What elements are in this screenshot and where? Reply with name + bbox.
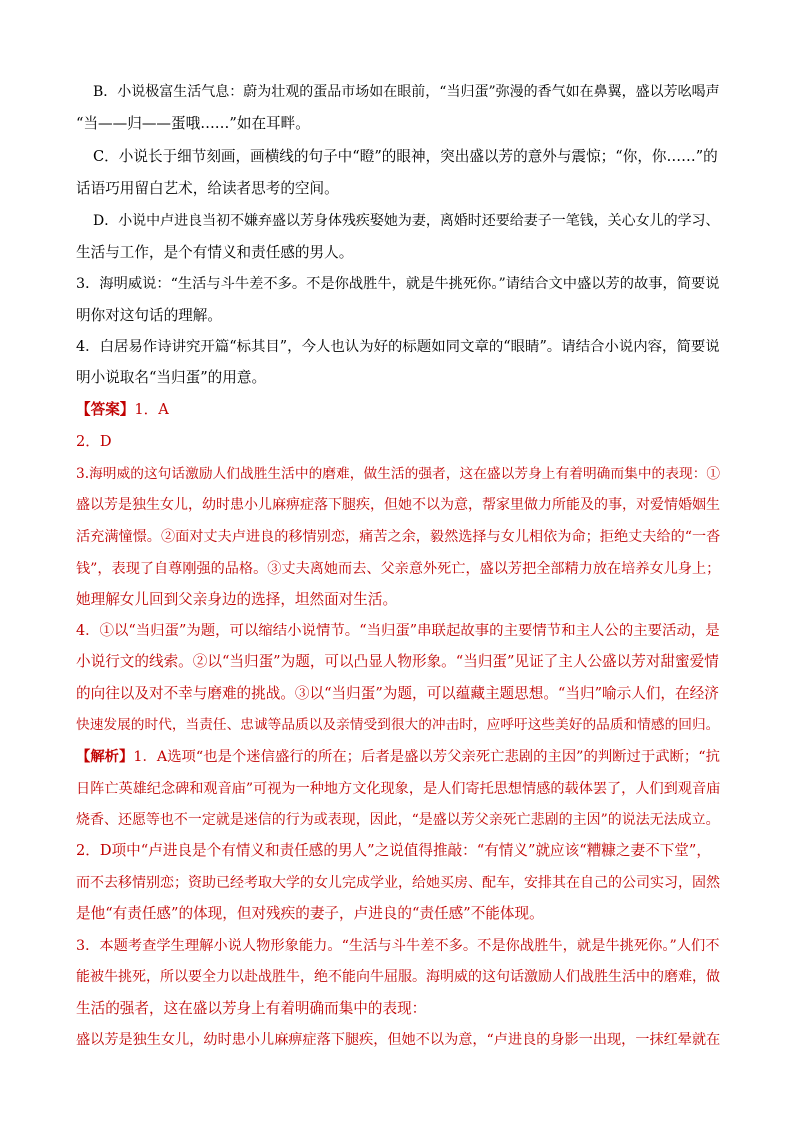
analysis-3-line-4: 盛以芳是独生女儿，幼时患小儿麻痹症落下腿疾，但她不以为意，“卢进良的身影一出现，一抹红晕就在 [76,1032,721,1048]
analysis-1-line-2: 日阵亡英雄纪念碑和观音庙”可视为一种地方文化现象，是人们寄托思想情感的载体罢了，人们到观音庙 [76,781,721,797]
answer-1: 1．A [134,401,169,418]
option-d-line-1: D．小说中卢进良当初不嫌弃盛以芳身体残疾娶她为妻，离婚时还要给妻子一笔钱，关心女儿的学习、 [93,213,720,229]
option-c-line-1: C．小说长于细节刻画，画横线的句子中“瞪”的眼神，突出盛以芳的意外与震惊；“你，你……”的 [93,148,718,165]
option-d-line-2: 生活与工作，是个有情义和责任感的男人。 [76,244,354,261]
answer-3-line-4: 钱”，表现了自尊刚强的品格。③丈夫离她而去、父亲意外死亡，盛以芳把全部精力放在培养女儿身上； [76,561,721,577]
analysis-2-line-3: 是他“有责任感”的体现，但对残疾的妻子，卢进良的“责任感”不能体现。 [76,905,544,922]
answer-4-line-4: 快速发展的时代，当责任、忠诚等品质以及亲情受到很大的冲击时，应呼吁这些美好的品质和情感的回归。 [76,717,720,733]
option-b-line-1: B．小说极富生活气息：蔚为壮观的蛋品市场如在眼前，“当归蛋”弥漫的香气如在鼻翼，盛以芳吆喝声 [93,84,720,100]
option-c-line-2: 话语巧用留白艺术，给读者思考的空间。 [76,180,339,197]
analysis-1-line-1 [76,747,720,767]
option-b-line-2: “当——归——蛋哦……”如在耳畔。 [76,115,310,132]
answer-4-line-3: 的向往以及对不幸与磨难的挑战。③以“当归蛋”为题，可以蕴藏主题思想。“当归”喻示人们，在经济 [76,685,719,702]
answer-4-line-1: 4．①以“当归蛋”为题，可以缩结小说情节。“当归蛋”串联起故事的主要情节和主人公的主要活动，是 [76,623,720,639]
answer-2: 2．D [76,433,112,450]
answer-3-line-5: 她理解女儿回到父亲身边的选择，坦然面对生活。 [76,591,398,608]
answer-heading [76,400,169,420]
answer-3-line-2: 盛以芳是独生女儿，幼时患小儿麻痹症落下腿疾，但她不以为意，帮家里做力所能及的事，对爱情婚姻生 [76,497,720,513]
question-3-line-2: 明你对这句话的理解。 [76,307,222,324]
analysis-tag: 【解析】 [76,749,134,765]
answer-tag: 【答案】 [76,401,135,418]
analysis-3-line-1: 3．本题考查学生理解小说人物形象能力。“生活与斗牛差不多。不是你战胜牛，就是牛挑死你。”人们不 [76,938,720,954]
analysis-1-text: 1．A选项“也是个迷信盛行的所在；后者是盛以芳父亲死亡悲剧的主因”的判断过于武断；“抗 [133,749,720,765]
analysis-3-line-3: 生活的强者，这在盛以芳身上有着明确而集中的表现： [76,1000,427,1017]
answer-3-line-1: 3.海明威的这句话激励人们战胜生活中的磨难，做生活的强者，这在盛以芳身上有着明确而集中的表现：① [76,466,721,482]
analysis-2-line-2: 而不去移情别恋；资助已经考取大学的女儿完成学业，给她买房、配车，安排其在自己的公司实习，固然 [76,875,720,891]
question-3-line-1: 3．海明威说：“生活与斗牛差不多。不是你战胜牛，就是牛挑死你。”请结合文中盛以芳的故事，简要说 [76,276,720,292]
analysis-2-line-1: 2．D项中“卢进良是个有情义和责任感的男人”之说值得推敲：“有情义”就应该“糟糠之妻不下堂”， [76,842,711,859]
analysis-1-line-3: 烧香、还愿等也不一定就是迷信的行为或表现，因此，“是盛以芳父亲死亡悲剧的主因”的说法无法成立。 [76,812,720,828]
answer-3-line-3: 活充满憧憬。②面对丈夫卢进良的移情别恋，痛苦之余，毅然选择与女儿相依为命；拒绝丈夫给的“一沓 [76,529,721,545]
question-4-line-2: 明小说取名“当归蛋”的用意。 [76,369,267,386]
question-4-line-1: 4．白居易作诗讲究开篇“标其目”，今人也认为好的标题如同文章的“眼睛”。请结合小说内容，简要说 [76,339,720,355]
analysis-3-line-2: 能被牛挑死，所以要全力以赴战胜牛，绝不能向牛屈服。海明威的这句话激励人们战胜生活中的磨难，做 [76,969,720,985]
answer-4-line-2: 小说行文的线索。②以“当归蛋”为题，可以凸显人物形象。“当归蛋”见证了主人公盛以芳对甜蜜爱情 [76,653,719,670]
